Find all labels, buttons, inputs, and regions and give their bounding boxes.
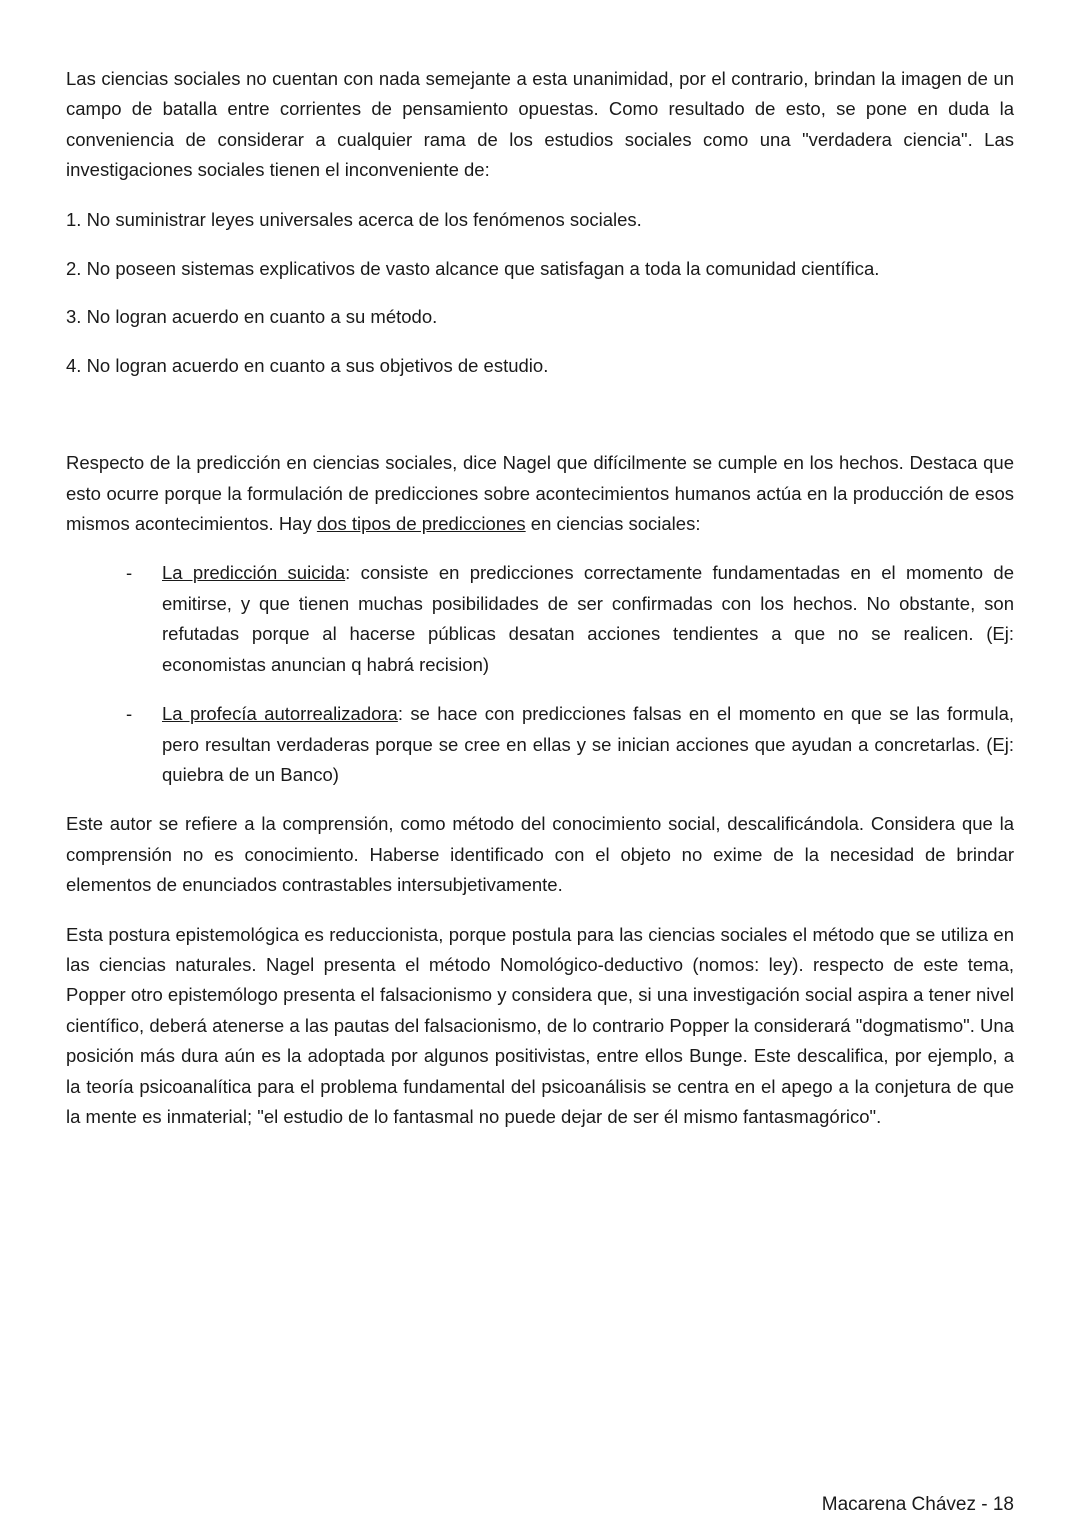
text: en ciencias sociales: bbox=[525, 513, 701, 535]
comprension-paragraph: Este autor se refiere a la comprensión, como método del conocimiento social, descalificándola. Considera que la comprensión no es conocimiento. Haberse identificado con el objeto no exime de la necesidad de brindar elementos de enunciados contrastables intersubjetivamente. bbox=[66, 813, 1014, 896]
bullet-text: : se hace con predicciones falsas en el momento en que se las formula, pero resultan verdaderas porque se cree en ellas y se inician acciones que ayudan a concretarlas. (Ej: quiebra de un Banco) bbox=[162, 703, 1014, 785]
list-item: 4. No logran acuerdo en cuanto a sus objetivos de estudio. bbox=[66, 355, 549, 377]
bullet-term: La profecía autorrealizadora bbox=[162, 703, 398, 725]
bullet-item bbox=[66, 699, 1014, 790]
underlined-term: dos tipos de predicciones bbox=[316, 513, 526, 535]
bullet-item bbox=[66, 558, 1014, 680]
bullet-term: La predicción suicida bbox=[162, 562, 346, 584]
prediction-paragraph bbox=[66, 448, 1014, 539]
list-item: 2. No poseen sistemas explicativos de vasto alcance que satisfagan a toda la comunidad científica. bbox=[66, 257, 880, 279]
text: Respecto de la predicción en ciencias sociales, dice Nagel que difícilmente se cumple en los hechos. Destaca que esto ocurre porque la formulación de predicciones sobre acontecimientos humanos actúa en la producción de esos mismos acontecimientos. Hay bbox=[66, 452, 1014, 535]
list-item: 1. No suministrar leyes universales acerca de los fenómenos sociales. bbox=[66, 208, 642, 230]
dash-bullet: - bbox=[126, 703, 133, 725]
intro-paragraph: Las ciencias sociales no cuentan con nada semejante a esta unanimidad, por el contrario, brindan la imagen de un campo de batalla entre corrientes de pensamiento opuestas. Como resultado de esto, se pone en duda la conveniencia de considerar a cualquier rama de los estudios sociales como una "verdadera ciencia". Las investigaciones sociales tienen el inconveniente de: bbox=[66, 68, 1014, 181]
dash-bullet: - bbox=[126, 562, 133, 584]
list-item: 3. No logran acuerdo en cuanto a su método. bbox=[66, 306, 438, 328]
postura-paragraph: Esta postura epistemológica es reduccionista, porque postula para las ciencias sociales el método que se utiliza en las ciencias naturales. Nagel presenta el método Nomológico-deductivo (nomos: ley). respecto de este tema, Popper otro epistemólogo presenta el falsacionismo y considera que, si una investigación social aspira a tener nivel científico, deberá atenerse a las pautas del falsacionismo, de lo contrario Popper la considerará "dogmatismo". Una posición más dura aún es la adoptada por algunos positivistas, entre ellos Bunge. Este descalifica, por ejemplo, a la teoría psicoanalítica para el problema fundamental del psicoanálisis se centra en el apego a la conjetura de que la mente es inmaterial; "el estudio de lo fantasmal no puede dejar de ser él mismo fantasmagórico". bbox=[66, 923, 1014, 1127]
page-footer: Macarena Chávez - 18 bbox=[821, 1494, 1014, 1515]
bullet-text: : consiste en predicciones correctamente fundamentadas en el momento de emitirse, y que tienen muchas posibilidades de ser confirmadas con los hechos. No obstante, son refutadas porque al hacerse públicas desatan acciones tendientes a que no se realicen. (Ej: economistas anuncian q habrá recision) bbox=[162, 562, 1014, 675]
document-page bbox=[66, 64, 1014, 1151]
